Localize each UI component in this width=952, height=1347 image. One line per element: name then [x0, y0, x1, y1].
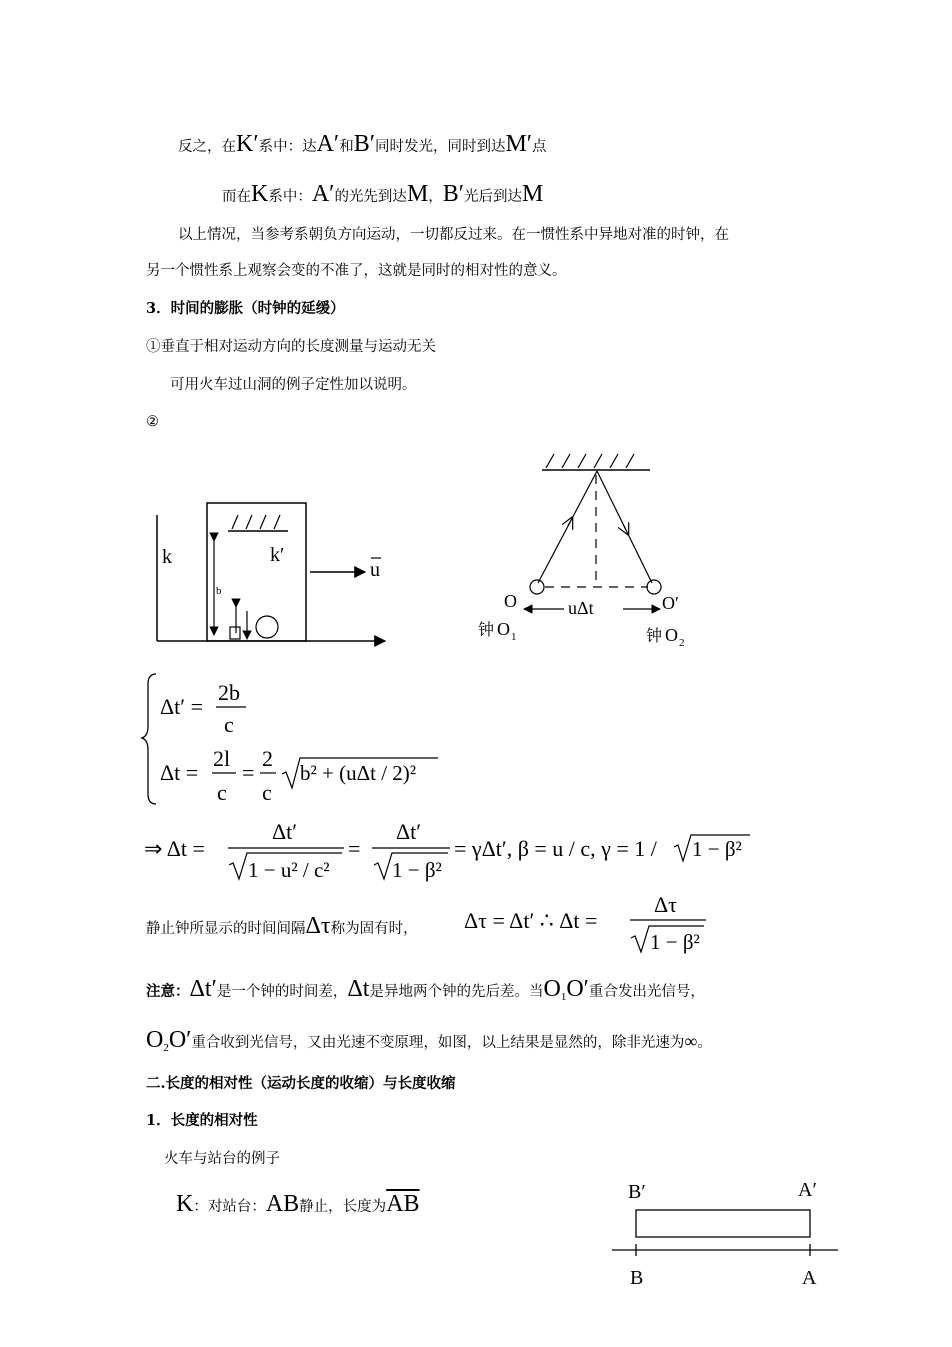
eq3-gamma-radicand: 1 − β² — [692, 837, 742, 861]
equation-time-dilation — [140, 815, 760, 890]
item-1: ①垂直于相对运动方向的长度测量与运动无关 — [146, 339, 436, 355]
symbol-k: K — [176, 1191, 194, 1217]
label-a: A — [802, 1267, 817, 1289]
label-k: k — [162, 546, 172, 568]
symbol: O — [146, 1027, 164, 1053]
eq1-numerator: 2b — [218, 680, 240, 705]
label-a-prime: A′ — [798, 1179, 817, 1201]
eq2-lhs: Δt = — [160, 760, 199, 785]
label-subscript: 1 — [511, 631, 517, 643]
label-b: B — [630, 1267, 644, 1289]
symbol-k: K — [251, 181, 269, 207]
eq3-denominator: 1 − u² / c² — [248, 858, 330, 882]
figure-light-path — [470, 445, 700, 655]
eq3-numerator: Δt′ — [272, 819, 298, 844]
subscript: 2 — [163, 1041, 169, 1054]
text: 同时发光，同时到达 — [374, 139, 506, 155]
label-o-prime: O′ — [662, 593, 679, 613]
label-o: O — [497, 619, 510, 639]
text: 是异地两个钟的先后差。当 — [369, 984, 544, 1000]
figure-train-clock — [150, 495, 400, 655]
label-o: O — [504, 591, 517, 611]
train-example: 火车与站台的例子 — [164, 1151, 280, 1167]
section-heading-time-dilation: 3．时间的膨胀（时钟的延缓） — [146, 300, 345, 317]
label-u-delta-t: uΔt — [568, 598, 594, 618]
text: 重合发出光信号， — [588, 984, 705, 1000]
text: 重合收到光信号，又由光速不变原理，如图，以上结果是显然的，除非光速为 — [191, 1035, 685, 1051]
equation-proper-time — [462, 892, 722, 962]
eq2-radicand: b² + (uΔt / 2)² — [300, 761, 417, 785]
figure-train-platform — [600, 1172, 850, 1297]
eq3-equals: = — [348, 836, 361, 861]
label-u: u — [370, 559, 380, 581]
section-heading-length: 二.长度的相对性（运动长度的收缩）与长度收缩 — [146, 1075, 456, 1092]
symbol-b-prime: B′ — [353, 131, 375, 157]
eq3-lhs: ⇒ Δt = — [144, 836, 205, 861]
eq1-lhs: Δt′ = — [160, 694, 203, 719]
text: 称为固有时， — [330, 921, 418, 937]
text: 系中： — [268, 189, 312, 205]
text: 。 — [697, 1035, 712, 1051]
text: 静止钟所显示的时间间隔 — [146, 921, 306, 937]
text: ：对站台： — [193, 1199, 266, 1215]
text: 点 — [532, 139, 547, 155]
note-label: 注意： — [146, 983, 190, 1000]
text: 反之，在 — [178, 139, 236, 155]
text: 光后到达 — [464, 189, 523, 205]
line-k-prime-system — [178, 132, 547, 156]
symbol-a-prime: A′ — [316, 131, 340, 157]
symbol: O′ — [566, 976, 589, 1002]
note-line-1 — [146, 977, 705, 1003]
proper-eq-numerator: Δτ — [654, 892, 677, 917]
paragraph-line-a: 以上情况，当参考系朝负方向运动，一切都反过来。在一惯性系中异地对准的时钟，在 — [178, 227, 729, 243]
label-b: b — [216, 585, 222, 597]
text: ， — [428, 189, 443, 205]
item-1-sub: 可用火车过山洞的例子定性加以说明。 — [170, 377, 417, 393]
symbol-delta-tau: Δτ — [305, 913, 331, 939]
k-platform-line — [176, 1192, 420, 1216]
symbol-a-prime: A′ — [311, 181, 335, 207]
symbol: Δt — [347, 976, 370, 1002]
eq2-equals: = — [242, 760, 255, 785]
text: 系中：达 — [258, 139, 317, 155]
eq1-denominator: c — [224, 712, 234, 737]
proper-eq-denominator: 1 − β² — [650, 930, 700, 954]
text: 而在 — [222, 189, 251, 205]
infinity-symbol: ∞ — [684, 1031, 698, 1051]
subsection-heading-length: 1．长度的相对性 — [146, 1112, 258, 1129]
subscript: 1 — [560, 990, 567, 1003]
eq2-numerator2: 2 — [262, 746, 273, 771]
symbol: O′ — [168, 1027, 192, 1053]
label-clock-1: 钟 — [478, 620, 495, 639]
proper-time-text — [146, 914, 418, 938]
symbol-m: M — [522, 181, 544, 207]
symbol-m-prime: M′ — [505, 131, 533, 157]
text: 是一个钟的时间差， — [216, 984, 348, 1000]
label-k-prime: k′ — [270, 544, 285, 566]
symbol: O — [543, 976, 561, 1002]
symbol-ab-bar: $\overline{AB}$ — [386, 1191, 420, 1217]
eq2-denominator2: c — [262, 780, 272, 805]
symbol-b-prime: B′ — [442, 181, 465, 207]
symbol-ab: AB — [265, 1191, 300, 1217]
line-k-system — [222, 182, 543, 206]
proper-eq-lhs: Δτ = Δt′ ∴ Δt = — [464, 908, 598, 933]
eq3-denominator2: 1 − β² — [392, 858, 442, 882]
symbol: Δt′ — [189, 976, 217, 1002]
text: 的光先到达 — [334, 189, 407, 205]
note-line-2 — [146, 1028, 712, 1054]
label-b-prime: B′ — [628, 1181, 646, 1203]
paragraph-line-b: 另一个惯性系上观察会变的不准了，这就是同时的相对性的意义。 — [146, 263, 567, 279]
symbol-m: M — [406, 181, 429, 207]
text: 和 — [339, 139, 354, 155]
item-2: ② — [146, 414, 159, 430]
eq3-definitions: = γΔt′, β = u / c, γ = 1 / — [454, 836, 657, 861]
label-clock-2: 钟 — [646, 626, 663, 645]
text: 静止，长度为 — [299, 1199, 387, 1215]
eq2-denominator: c — [217, 780, 227, 805]
eq3-numerator2: Δt′ — [396, 819, 422, 844]
label-o: O — [665, 625, 678, 645]
eq2-numerator: 2l — [213, 746, 231, 771]
equation-system — [140, 670, 480, 810]
symbol-k-prime: K′ — [236, 131, 259, 157]
label-subscript: 2 — [679, 637, 685, 649]
